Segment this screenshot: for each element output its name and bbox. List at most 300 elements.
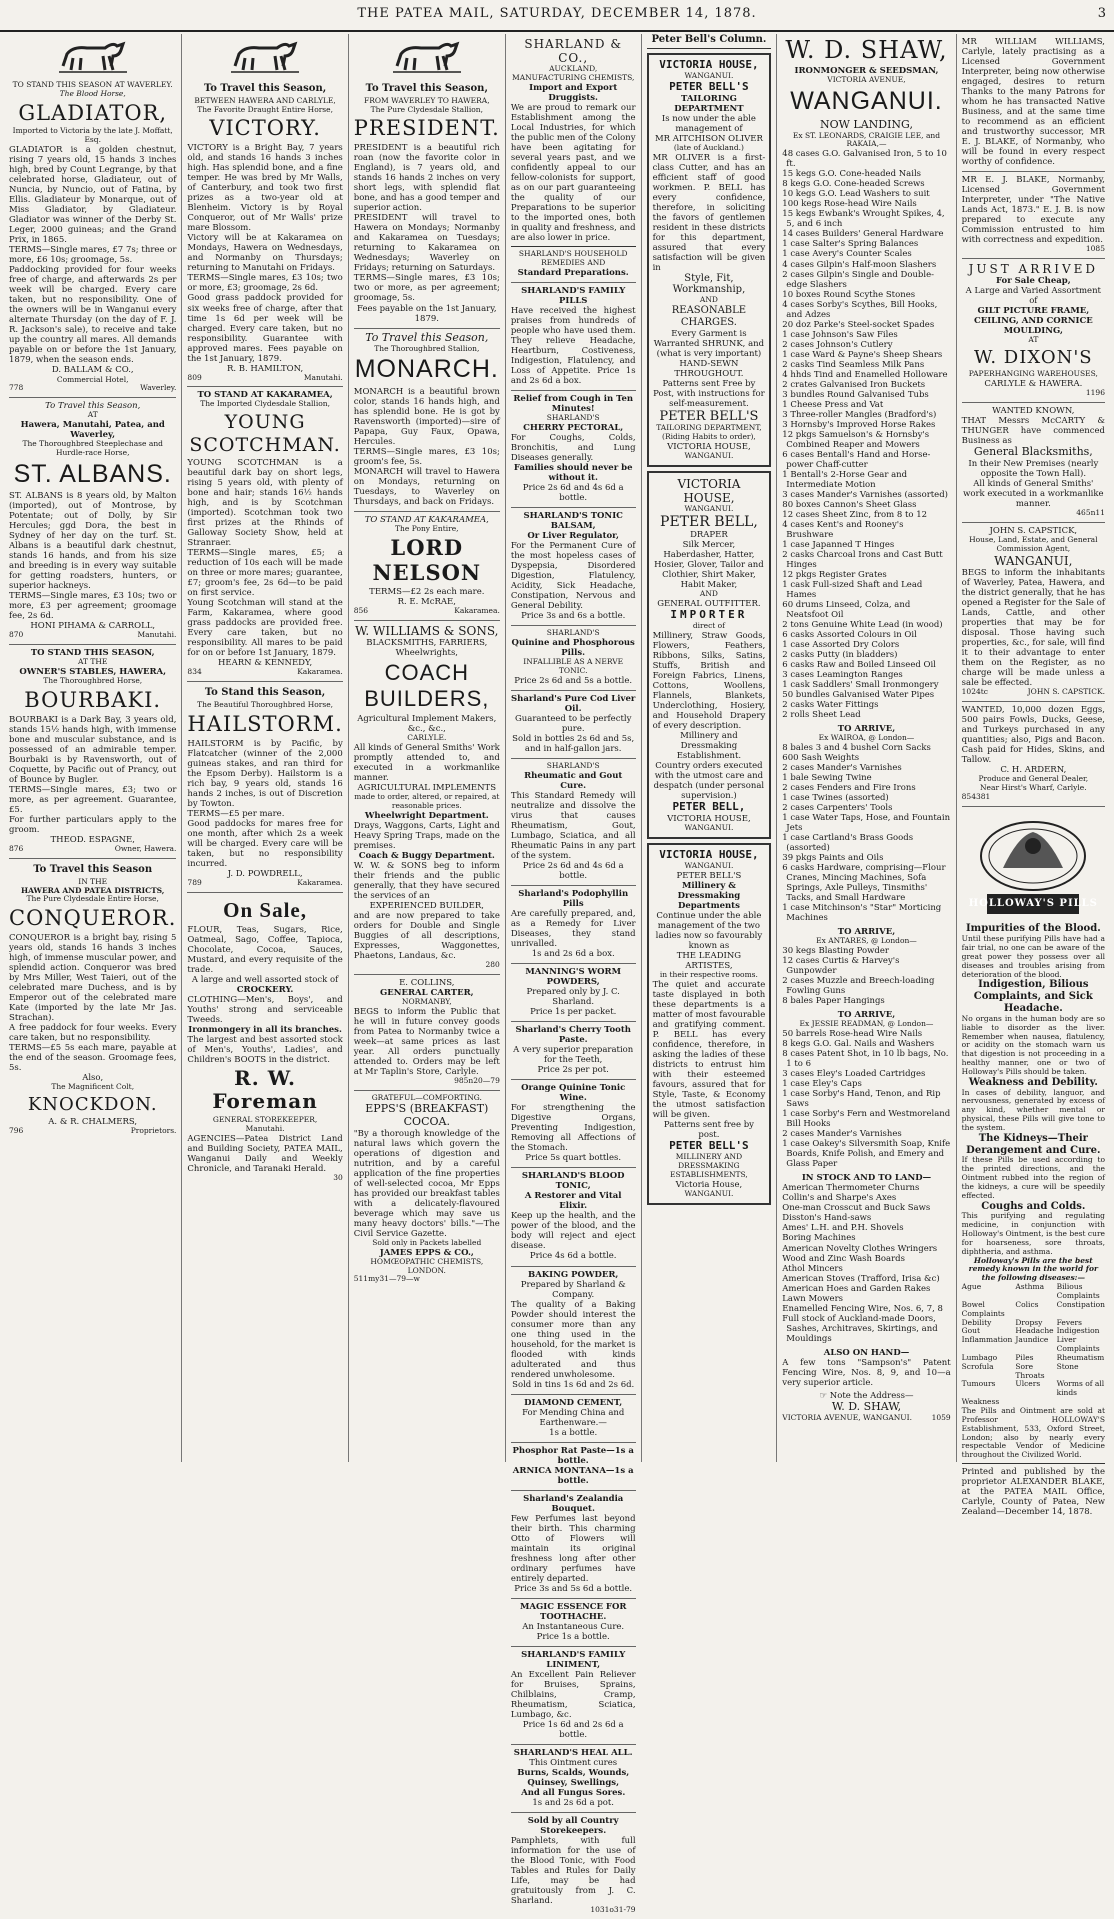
list-item: 8 bales 3 and 4 bushel Corn Sacks: [782, 743, 931, 754]
ad-body: Young Scotchman will stand at the Farm, Kakaramea, where good grass paddocks are provided free. Every care taken, but no responsibility. All mares to be paid for on or before 1st January, 1879.: [187, 598, 343, 659]
remedy-text: INFALLIBLE AS A NERVE TONIC.: [523, 657, 624, 675]
ad-text: EXPERIENCED BUILDER,: [369, 901, 484, 912]
ad-subheading: OWNER'S STABLES, HAWERA,: [19, 667, 167, 678]
list-item: 3 cases Mander's Varnishes (assorted): [782, 489, 948, 500]
list-item: Athol Mincers: [782, 1263, 843, 1274]
list-item: 8 bales Paper Hangings: [782, 996, 885, 1007]
ad-place: Kakaramea.: [297, 877, 343, 887]
ad-place: Waverley.: [140, 383, 177, 393]
list-item: Colics: [1015, 1299, 1039, 1309]
ad-terms: TERMS—Single mares, £7 7s; three or more, £6 10s; groomage, 5s.: [9, 245, 177, 266]
list-item: Tumours: [961, 1379, 996, 1389]
ad-text: Produce and General Dealer,: [978, 774, 1089, 784]
remedy-text: An Instantaneous Cure.: [522, 1622, 625, 1632]
ad-text: Near Hirst's Wharf, Carlyle.: [979, 782, 1087, 792]
ad-place: WANGANUI,: [994, 553, 1073, 568]
ad-body: A free paddock for four weeks. Every care taken, but no responsibility.: [9, 1023, 177, 1044]
ad-number: 854381: [961, 791, 991, 801]
ad-place: WANGANUI.: [790, 87, 943, 116]
remedy-title: Rheumatic and Gout Cure.: [524, 770, 623, 791]
list-item: 600 Sash Weights: [782, 753, 860, 764]
remedy-title: CHERRY PECTORAL,: [523, 422, 624, 433]
ad-victory: [187, 78, 342, 387]
list-item: 6 casks Assorted Colours in Oil: [782, 630, 917, 641]
ad-heading: To Travel this Season,: [45, 401, 141, 412]
ad-place: WANGANUI.: [684, 504, 734, 514]
column-6: [777, 34, 956, 1462]
remedy-title: SHARLAND'S FAMILY LINIMENT,: [521, 1650, 626, 1671]
ad-place: Manutahi.: [245, 1123, 285, 1133]
list-item: 6 casks Raw and Boiled Linseed Oil: [782, 660, 936, 671]
ad-wanted-known: [962, 403, 1105, 523]
business-name: R. W. Foreman: [212, 1065, 318, 1114]
ad-number: 985n20—79: [454, 1076, 500, 1086]
ad-place: CARLYLE & HAWERA.: [984, 379, 1083, 390]
business-name: VICTORIA HOUSE,: [659, 57, 759, 71]
list-item: Scrofula: [961, 1361, 994, 1371]
ad-terms: TERMS—Single mares, £3 10s; groom's fee, 5s.: [353, 446, 500, 467]
list-item: Lumbago: [961, 1352, 998, 1362]
ad-subheading: The Thoroughbred Steeplechase and Hurdle-race Horse,: [22, 439, 163, 457]
ad-heading: To Travel this Season: [33, 863, 153, 875]
ad-body: MR OLIVER is a first-class Cutter, and has an efficient staff of good workmen. P. BELL has every confidence, therefore, in soliciting the favors of gentlemen resident in these districts for this department, assured that every satisfaction will be given in: [652, 152, 766, 273]
list-item: Wood and Zinc Wash Boards: [782, 1253, 905, 1264]
remedy-title: DIAMOND CEMENT,: [524, 1397, 623, 1408]
ad-text: MANUFACTURING CHEMISTS,: [512, 73, 635, 83]
ad-text: Patterns sent Free by Post, with instructions for self-measurement.: [653, 378, 765, 409]
ad-text: Ex ST. LEONARDS, CRAIGIE LEE, and RAKAIA,—: [792, 130, 941, 149]
list-item: Dropsy: [1015, 1317, 1043, 1327]
remedy-podophyllin: [511, 886, 636, 964]
business-name: VICTORIA HOUSE,: [659, 848, 759, 862]
horse-name: PRESIDENT.: [353, 116, 500, 141]
ad-heading: GRATEFUL—COMFORTING.: [371, 1092, 482, 1102]
ad-number: 1059: [931, 1412, 951, 1422]
ad-number: 876: [9, 844, 24, 854]
goods-list: [782, 946, 950, 1006]
list-item: Weakness: [961, 1397, 1000, 1407]
remedy-title: MANNING'S WORM POWDERS,: [525, 967, 622, 988]
remedy-title: Sharland's Zealandia Bouquet.: [523, 1493, 624, 1514]
remedy-price: Sold in bottles 2s 6d and 5s, and in half-gallon jars.: [512, 733, 635, 754]
ad-body: MR E. J. BLAKE, Normanby, Licensed Government Interpreter, under "The Native Lands Act, 1873." E. J. B. is now prepared to execute any Commission entrusted to him with correctness and expedition.: [961, 175, 1105, 246]
list-item: 10 kegs G.O. Lead Washers to suit: [782, 189, 930, 200]
ad-text: Patterns sent free by post.: [663, 1120, 754, 1141]
ad-body: Drays, Waggons, Carts, Light and Heavy Spring Traps, made on the premises.: [353, 821, 500, 852]
horse-engraving-icon: [187, 38, 342, 74]
list-item: 50 bundles Galvanised Water Pipes: [782, 690, 935, 701]
ad-subheading: The Favorite Draught Entire Horse,: [197, 104, 333, 114]
ad-heading: To Travel this Season,: [365, 330, 489, 344]
list-item: 1 case Twines (assorted): [782, 793, 889, 804]
remedy-text: Burns, Scalds, Wounds, Quinsey, Swellings,: [517, 1768, 630, 1789]
ad-number: 1196: [1085, 388, 1105, 398]
remedy-text: The quality of a Baking Powder should interest the consumer more than any one thing used in the household, for the market is flooded with kinds adulterated and thus rendered unwholesome.: [510, 1299, 636, 1380]
horse-name: VICTORY.: [209, 116, 321, 141]
ad-body: CLOTHING—Men's, Boys', and Youths' strong and serviceable Tweeds.: [187, 994, 343, 1025]
remedy-text: The Pills and Ointment are sold at Professor HOLLOWAY'S Establishment, 533, Oxford Street, London; also by nearly every respectable Vendor of Medicine throughout the Civilized World.: [961, 1405, 1105, 1460]
remedy-diamond-cement: [511, 1395, 636, 1443]
horse-name: ST. ALBANS.: [13, 459, 172, 488]
list-item: 8 kegs G.O. Cone-headed Screws: [782, 179, 925, 190]
list-item: 1 case Water Taps, Hose, and Fountain Jets: [782, 813, 951, 834]
remedy-title: SHARLAND'S HEAL ALL.: [513, 1748, 633, 1759]
remedy-text: Keep up the health, and the power of the blood, and the body will reject and eject disease.: [510, 1211, 636, 1252]
ad-signature: C. H. ARDERN,: [1000, 765, 1067, 776]
horse-name: LORD NELSON: [372, 534, 482, 585]
ad-text: AT: [87, 410, 98, 420]
list-item: 12 cases Curtis & Harvey's Gunpowder: [782, 956, 900, 977]
remedy-title: ARNICA MONTANA—1s a bottle.: [512, 1465, 634, 1486]
ad-text: Every Garment is Warranted SHRUNK, and (what is very important) HAND-SEWN THROUGHOUT.: [653, 328, 765, 379]
ad-text: CROCKERY.: [236, 984, 294, 995]
business-name: W. DIXON'S: [974, 347, 1093, 369]
ad-body: "By a thorough knowledge of the natural laws which govern the operations of digestion and nutrition, and by a careful application of the fine properties of well-selected cocoa, Mr Epps has provided our breakfast tables with a delicately-flavoured beverage which may save us many heavy doctors' bills."—The Civil Service Gazette.: [353, 1128, 500, 1239]
list-item: 1 case Sorby's Fern and Westmoreland Bill Hooks: [782, 1109, 951, 1130]
list-item: 6 cases Bentall's Hand and Horse-power Chaff-cutter: [782, 449, 931, 470]
ad-body: AGENCIES—Patea District Land and Building Society, PATEA MAIL, Wanganui Daily and Weekly Chronicle, and Taranaki Herald.: [187, 1133, 343, 1174]
remedy-storekeepers: [511, 1813, 636, 1919]
goods-list: [782, 149, 950, 720]
ad-text: direct of: [692, 621, 725, 631]
remedy-tonic-wine: [511, 1080, 636, 1168]
list-item: 4 cases Kent's and Rooney's Brushware: [782, 519, 904, 540]
column-5: [642, 34, 778, 1462]
ad-subheading: Import and Export Druggists.: [529, 83, 618, 104]
ad-heading: JUST ARRIVED: [968, 262, 1099, 277]
ad-text: The Magnificent Colt,: [51, 1082, 135, 1092]
list-item: 1 case Mitchinson's "Star" Morticing Machines: [782, 903, 942, 924]
ad-subheading: The Thoroughbred Stallion,: [374, 343, 480, 353]
ad-body: We are proud to remark our Establishment among the Local Industries, for which the public men of the Colony have been agitating for several years past, and we confidently appeal to our fellow-colonists for support, as on our part guaranteeing the quality of our Preparations to be superior to the imported ones, both in quality and freshness, and are also lower in price.: [510, 103, 636, 244]
list-item: Stone: [1056, 1361, 1079, 1371]
remedy-price: Price 5s quart bottles.: [525, 1153, 622, 1164]
ad-sharland: [511, 34, 636, 283]
ad-body: and are now prepared to take orders for Double and Single Buggies of all descriptions, Expresses, Waggonettes, Phaetons, Landaus, &c.: [353, 911, 500, 962]
list-item: 2 rolls Sheet Lead: [782, 710, 861, 721]
ad-number: 511my31—79—w: [353, 1274, 420, 1284]
list-item: Constipation: [1056, 1299, 1105, 1309]
remedy-title: Sold by all Country Storekeepers.: [527, 1816, 619, 1837]
ad-subheading: For Sale Cheap,: [995, 276, 1071, 287]
ad-conqueror: [9, 859, 176, 1140]
column-4: [506, 34, 642, 1915]
ad-body: BEGS to inform the Public that he will in future convey goods from Patea to Normanby twice a week—at same prices as last year. All orders punctually attended to. Orders may be left at Mr Taplin's Store, Carlyle.: [353, 1006, 500, 1078]
list-item: Worms of all kinds: [1056, 1379, 1105, 1398]
ad-signature: D. BALLAM & CO.,: [51, 365, 134, 376]
ad-number: 809: [187, 372, 202, 382]
list-item: 1 cask Full-sized Shaft and Lead Hames: [782, 580, 923, 601]
list-item: 3 Three-roller Mangles (Bradford's): [782, 409, 937, 420]
remedy-text: Until these purifying Pills have had a fair trial, no one can be aware of the great power they possess over all diseases and troubles arising from deterioration of the blood.: [961, 934, 1105, 979]
ad-body: ST. ALBANS is 8 years old, by Malton (imported), out of Montrose, by Potentate; out of Dolly, by Sir Hercules; ggd Dora, the best in Sydney of her day on the turf. St. Albans is a beautiful dark chestnut, stands 16 hands, and from his size and breeding is in every way suitable for getting roadsters, hunters, or superior hackneys.: [9, 491, 177, 592]
remedy-title: Weakness and Debility.: [968, 1076, 1098, 1088]
list-item: 1 bale Sewing Twine: [782, 773, 872, 784]
list-item: 6 casks Hardware, comprising—Flour Cranes, Mincing Machines, Sofa Springs, Axle Pulleys, Tinsmiths' Tacks, and Small Hardware: [782, 863, 946, 904]
remedy-text: Prepared by Sharland & Company.: [520, 1279, 626, 1300]
ad-number: 1031o31-79: [590, 1905, 636, 1915]
ad-signature: HONI PIHAMA & CARROLL,: [30, 621, 156, 632]
ad-terms: TERMS—Single mares, £3 10s; two or more, as per agreement; groomage, 5s.: [353, 273, 500, 304]
list-item: 1 case Japanned T Hinges: [782, 539, 895, 550]
ad-text: A Large and Varied Assortment of: [965, 286, 1101, 307]
ad-signature: R. B. HAMILTON,: [226, 363, 304, 374]
remedy-rat-paste: [511, 1443, 636, 1491]
goods-list: [782, 1183, 950, 1343]
business-name: W. D. SHAW,: [785, 36, 948, 64]
remedy-heal-all: [511, 1745, 636, 1813]
remedy-title: Relief from Cough in Ten Minutes!: [513, 394, 634, 415]
remedy-liniment: [511, 1647, 636, 1745]
ad-text: VICTORIA AVENUE,: [827, 75, 906, 85]
ad-text: AGRICULTURAL IMPLEMENTS: [357, 783, 497, 794]
ad-terms: TERMS—Single mares, £3 10s; two or more, £3; groomage, 2s 6d.: [187, 273, 343, 294]
column-2: [182, 34, 348, 1462]
ad-terms: TERMS—£5 5s each mare, payable at the end of the season. Groomage fees, 5s.: [9, 1043, 177, 1074]
ad-subheading: TAILORING DEPARTMENT: [674, 93, 744, 114]
ad-millinery: [647, 843, 772, 1204]
ad-foreman: [187, 893, 342, 1187]
ad-hailstorm: [187, 682, 342, 892]
horse-name: KNOCKDON.: [27, 1094, 158, 1116]
list-item: 2 cases Gilpin's Single and Double-edge Slashers: [782, 269, 934, 290]
ad-signature: J. D. POWDRELL,: [227, 868, 303, 879]
list-item: Bowel Complaints: [961, 1299, 1005, 1318]
remedy-price: 1s and 2s 6d a pot.: [532, 1798, 615, 1809]
ad-place: WANGANUI.: [684, 861, 734, 871]
remedy-text: If these Pills be used according to the printed directions, and the Ointment rubbed into the region of the kidneys, a cure will be speedily effected.: [961, 1155, 1105, 1200]
ad-dixon: [962, 259, 1105, 403]
remedy-text: Have received the highest praises from hundreds of people who have used them. They relieve Headache, Heartburn, Costiveness, Indigestion, Flatulency, and Loss of Appetite. Price 1s and 2s 6d a box.: [510, 305, 636, 387]
remedy-text: Are carefully prepared, and, as a Remedy for Liver Diseases, they stand unrivalled.: [510, 909, 636, 950]
ad-president: [354, 78, 500, 329]
list-item: 4 cases Gilpin's Half-moon Slashers: [782, 259, 937, 270]
ad-text: IMPORTER: [670, 608, 748, 622]
remedy-family-pills: [511, 283, 636, 391]
ad-text: GENERAL OUTFITTER.: [657, 599, 761, 610]
list-item: 2 cases Fenders and Fire Irons: [782, 783, 916, 794]
ad-text: REASONABLE CHARGES.: [671, 305, 747, 328]
business-name: PETER BELL'S: [669, 1139, 749, 1153]
remedy-text: And all Fungus Sores.: [521, 1788, 626, 1799]
ad-number: 1085: [1085, 244, 1105, 254]
list-item: 2 casks Charcoal Irons and Cast Butt Hinges: [782, 549, 943, 570]
list-item: Jaundice: [1015, 1335, 1049, 1345]
ad-text: Ironmongery in all its branches.: [188, 1024, 342, 1035]
list-item: 48 cases G.O. Galvanised Iron, 5 to 10 ft.: [782, 149, 947, 170]
remedy-title: BAKING POWDER,: [528, 1269, 619, 1280]
ad-text: Millinery and Dressmaking Establishment.: [676, 731, 742, 762]
ad-text: Ex WAIROA, @ London—: [818, 733, 915, 743]
ad-body: THAT Messrs McCARTY & THUNGER have commenced Business as: [961, 416, 1105, 447]
list-item: 2 casks Water Fittings: [782, 700, 879, 711]
list-item: Headache: [1015, 1326, 1054, 1336]
remedy-tooth-paste: [511, 1022, 636, 1080]
remedy-text: For Mending China and Earthenware.—: [522, 1407, 625, 1428]
ad-text: AT THE: [78, 657, 108, 667]
ad-text: Hawera, Manutahi, Patea, and Waverley,: [20, 420, 165, 441]
ad-heading: TO ARRIVE,: [837, 1010, 896, 1021]
ad-draper: [647, 471, 772, 840]
list-item: Boring Machines: [782, 1233, 856, 1244]
ad-text: Sold only in Packets labelled: [372, 1237, 482, 1247]
remedy-title: Orange Quinine Tonic Wine.: [521, 1083, 626, 1104]
ad-body: The quiet and accurate taste displayed in both these departments is a matter of most favourable and gratifying comment. P. BELL has every confidence, therefore, in asking the ladies of these districts to entrust him with their esteemed favours, assured that for Style, Taste, & Economy the utmost satisfaction will be given.: [652, 980, 766, 1121]
ad-subheading: The Blood Horse,: [59, 88, 126, 98]
ad-gladiator: [9, 78, 176, 398]
horse-name: CONQUEROR.: [9, 906, 177, 931]
list-item: Collin's and Sharpe's Axes: [782, 1193, 897, 1204]
ad-number: 465n11: [1076, 508, 1105, 518]
list-item: 14 cases Builders' General Hardware: [782, 229, 944, 240]
ad-subheading: General Blacksmiths,: [973, 445, 1093, 459]
ad-terms: TERMS—Single mares, £5; a reduction of 10s each will be made on three or more mares; guarantee, £7; groom's fee, 2s 6d—to be paid on first service.: [187, 548, 343, 599]
ad-body: The largest and best assorted stock of Men's, Youths', Ladies', and Children's BOOTS in the district.: [187, 1034, 343, 1065]
ad-signature: HEARN & KENNEDY,: [217, 658, 313, 669]
remedy-text: No organs in the human body are so liable to disorder as the liver. Remember when nausea, flatulency, or acidity on the stomach warn us that digestion is not proceeding in a healthy manner, one or two of Holloway's Pills should be taken.: [961, 1013, 1105, 1076]
remedy-text: Prepared only by J. C. Sharland.: [526, 987, 620, 1008]
business-name: PETER BELL,: [660, 513, 758, 530]
ad-subheading: The Imported Clydesdale Stallion,: [200, 399, 330, 409]
remedy-title: Sharland's Podophyllin Pills: [518, 888, 629, 909]
remedy-price: Sold in tins 1s 6d and 2s 6d.: [512, 1379, 635, 1390]
ad-signature: W. D. SHAW,: [831, 1399, 902, 1413]
ad-terms: TERMS—£2 2s each mare.: [369, 587, 485, 598]
ad-place: CARLYLE.: [407, 733, 447, 743]
list-item: Asthma: [1015, 1282, 1045, 1292]
ad-note-text: Note the Address—: [829, 1390, 914, 1401]
list-item: 1 case Johnson's Saw Files: [782, 329, 898, 340]
list-item: American Hoes and Garden Rakes: [782, 1283, 931, 1294]
list-item: 15 kegs G.O. Cone-headed Nails: [782, 169, 922, 180]
ad-number: 789: [187, 877, 202, 887]
remedy-price: 1s a bottle.: [549, 1427, 598, 1438]
ad-subheading: Millinery & Dressmaking Departments: [677, 881, 741, 912]
list-item: Debility: [961, 1317, 992, 1327]
ad-ardern: [962, 702, 1105, 807]
list-item: 100 kegs Rose-head Wire Nails: [782, 199, 917, 210]
list-item: Sore Throats: [1015, 1361, 1045, 1380]
remedy-title: SHARLAND'S: [546, 628, 600, 638]
ad-body: A few tons "Sampson's" Patent Fencing Wire, Nos. 8, 9, and 10—a very superior article.: [782, 1357, 951, 1388]
list-item: 12 pkgs Register Grates: [782, 569, 887, 580]
ad-text: Ex ANTARES, @ London—: [816, 936, 917, 946]
horse-name: HAILSTORM.: [187, 711, 343, 736]
pointing-hand-icon: ☞: [819, 1390, 828, 1401]
list-item: Ulcers: [1015, 1379, 1041, 1389]
holloway-brand: HOLLOWAY'S PILLS: [968, 897, 1098, 909]
ad-place: Kakaramea.: [297, 667, 343, 677]
ad-body: Good paddocks for mares free for one month, after which 2s a week will be charged. Every care will be taken, but no responsibility incurred.: [187, 818, 343, 869]
ad-subheading: The Pure Clydesdale Stallion,: [370, 104, 484, 114]
remedy-text: This Ointment cures: [529, 1758, 618, 1769]
ad-heading: To Stand this Season,: [204, 687, 326, 699]
ad-text: FROM WAVERLEY TO HAWERA,: [364, 95, 490, 105]
ad-signature: THEOD. ESPAGNE,: [50, 835, 135, 845]
remedy-title: Or Liver Regulator,: [527, 531, 619, 542]
list-item: 1 case Eley's Caps: [782, 1079, 862, 1090]
ad-text: VICTORIA AVENUE, WANGANUI.: [782, 1412, 912, 1422]
list-item: 2 cases Carpenters' Tools: [782, 803, 893, 814]
ad-place: Proprietors.: [130, 1126, 177, 1136]
ad-body: HAILSTORM is by Pacific, by Flatcatcher (winner of the 2,000 guineas stakes, and ran third for the Epsom Derby). Hailstorm is a rich bay, 9 years old, stands 16 hands 2 inches, is out of Discretion by Towton.: [187, 738, 343, 809]
business-name: W. WILLIAMS & SONS,: [355, 624, 499, 639]
remedy-title: Holloway's Pills are the best remedy known in the world for the following diseases:—: [968, 1255, 1098, 1283]
remedy-text: Families should never be without it.: [513, 463, 633, 484]
business-name: JOHN S. CAPSTICK,: [989, 526, 1078, 537]
ad-body: MR WILLIAM WILLIAMS, Carlyle, lately practising as a Licensed Government Interpreter, being now otherwise engaged, desires to return Thanks to the many Patrons for whom he has transacted Native Business, and at the same time to recommend as an efficient and trustworthy successor, MR E. J. BLAKE, of Normanby, who will be found in every respect worthy of confidence.: [961, 37, 1105, 168]
list-item: American Stoves (Trafford, Irisa &c): [782, 1273, 940, 1284]
business-name: VICTORIA HOUSE,: [677, 476, 741, 505]
ad-number: 1024tc: [961, 687, 988, 697]
remedy-price: Price 2s 6d and 5s a bottle.: [514, 675, 633, 686]
ad-text: (Riding Habits to order),: [662, 432, 756, 442]
remedy-price: Price 2s 6d and 4s 6d a bottle.: [522, 483, 624, 504]
ad-heading: TO STAND THIS SEASON,: [30, 648, 155, 659]
ad-text: in their respective rooms.: [659, 970, 758, 980]
ad-subheading: The Beautiful Thoroughbred Horse,: [197, 700, 334, 710]
remedy-price: 1s and 2s 6d a box.: [531, 949, 615, 960]
remedy-title: SHARLAND'S FAMILY PILLS: [521, 285, 626, 306]
ad-text: In their New Premises (nearly opposite the Town Hall).: [968, 459, 1099, 480]
ad-text: Is now under the able management of: [661, 113, 756, 134]
list-item: Liver Complaints: [1056, 1335, 1100, 1354]
ad-text: Victoria House,: [675, 1179, 743, 1190]
list-item: 2 cases Muzzle and Breech-loading Fowling Guns: [782, 976, 935, 997]
column-1: [4, 34, 182, 1462]
list-item: Inflammation: [961, 1335, 1013, 1345]
ad-heading: On Sale,: [223, 897, 308, 922]
list-item: 1 case Ward & Payne's Sheep Shears: [782, 349, 943, 360]
remedy-title: SHARLAND'S TONIC BALSAM,: [523, 511, 623, 532]
ad-text: All kinds of General Smiths' work executed in a workmanlike manner.: [963, 479, 1104, 510]
list-item: Bilious Complaints: [1056, 1282, 1100, 1300]
remedy-price: Price 4s 6d a bottle.: [529, 1251, 617, 1262]
goods-list: [782, 743, 950, 923]
disease-list: [962, 1283, 1105, 1407]
remedy-quinine-pills: [511, 626, 636, 691]
ad-text: THE LEADING ARTISTES,: [676, 951, 742, 972]
ad-body: PRESIDENT is a beautiful rich roan (now the favorite color in England), is 7 years old, and stands 16 hands 2 inches on very short legs, with splendid flat bone, and has a good temper and superior action.: [353, 143, 500, 214]
remedy-text: A very superior preparation for the Teeth,: [513, 1045, 634, 1066]
page-number: 3: [1097, 6, 1106, 21]
ad-heading: TO STAND AT KAKARAMEA,: [197, 390, 333, 401]
ad-text: made to order, altered, or repaired, at reasonable prices.: [354, 792, 500, 811]
ad-body: WANTED, 10,000 dozen Eggs, 500 pairs Fowls, Ducks, Geese, and Turkeys purchased in any quantities; also, Pigs and Bacon. Cash paid for Hides, Skins, and Tallow.: [961, 705, 1105, 766]
list-item: 10 boxes Round Scythe Stones: [782, 289, 916, 300]
remedy-title: A Restorer and Vital Elixir.: [524, 1191, 622, 1212]
ad-body: Millinery, Straw Goods, Flowers, Feathers, Ribbons, Silks, Satins, Stuffs, British and Foreign Fabrics, Linens, Cottons, Woollens, Flannels, Blankets, Underclothing, Hosiery, and Household Drapery of every description.: [652, 631, 766, 732]
ad-text: Wheelwright Department.: [364, 811, 489, 822]
remedy-title: Quinine and Phosphorous Pills.: [511, 638, 635, 659]
ad-text: GENERAL STOREKEEPER,: [212, 1114, 318, 1124]
divider: [962, 1463, 1105, 1464]
ad-bourbaki: [9, 645, 176, 859]
business-name: PETER BELL,: [672, 800, 746, 814]
list-item: 1 cask Saddlers' Small Ironmongery: [782, 680, 939, 691]
list-item: 8 cases Patent Shot, in 10 lb bags, No. 1 to 6: [782, 1049, 949, 1070]
ad-text: AND: [699, 295, 718, 305]
ad-number: 280: [485, 960, 500, 970]
ad-body: MONARCH is a beautiful brown color, stands 16 hands high, and has splendid bone. He is got by Ravensworth (imported)—sire of Papapa, Guy Faux, Opawa, Hercules.: [353, 386, 500, 447]
list-item: 12 pkgs Samuelson's & Hornsby's Combined Reaper and Mowers: [782, 429, 930, 450]
divider: [511, 246, 636, 247]
remedy-price: Price 3s and 6s a bottle.: [521, 611, 626, 622]
ad-text: Imported to Victoria by the late J. Moffatt, Esq.: [12, 126, 173, 145]
ad-signature: JOHN S. CAPSTICK.: [1027, 687, 1105, 697]
list-item: 2 cases Johnson's Cutlery: [782, 339, 893, 350]
ad-number: 796: [9, 1126, 24, 1136]
